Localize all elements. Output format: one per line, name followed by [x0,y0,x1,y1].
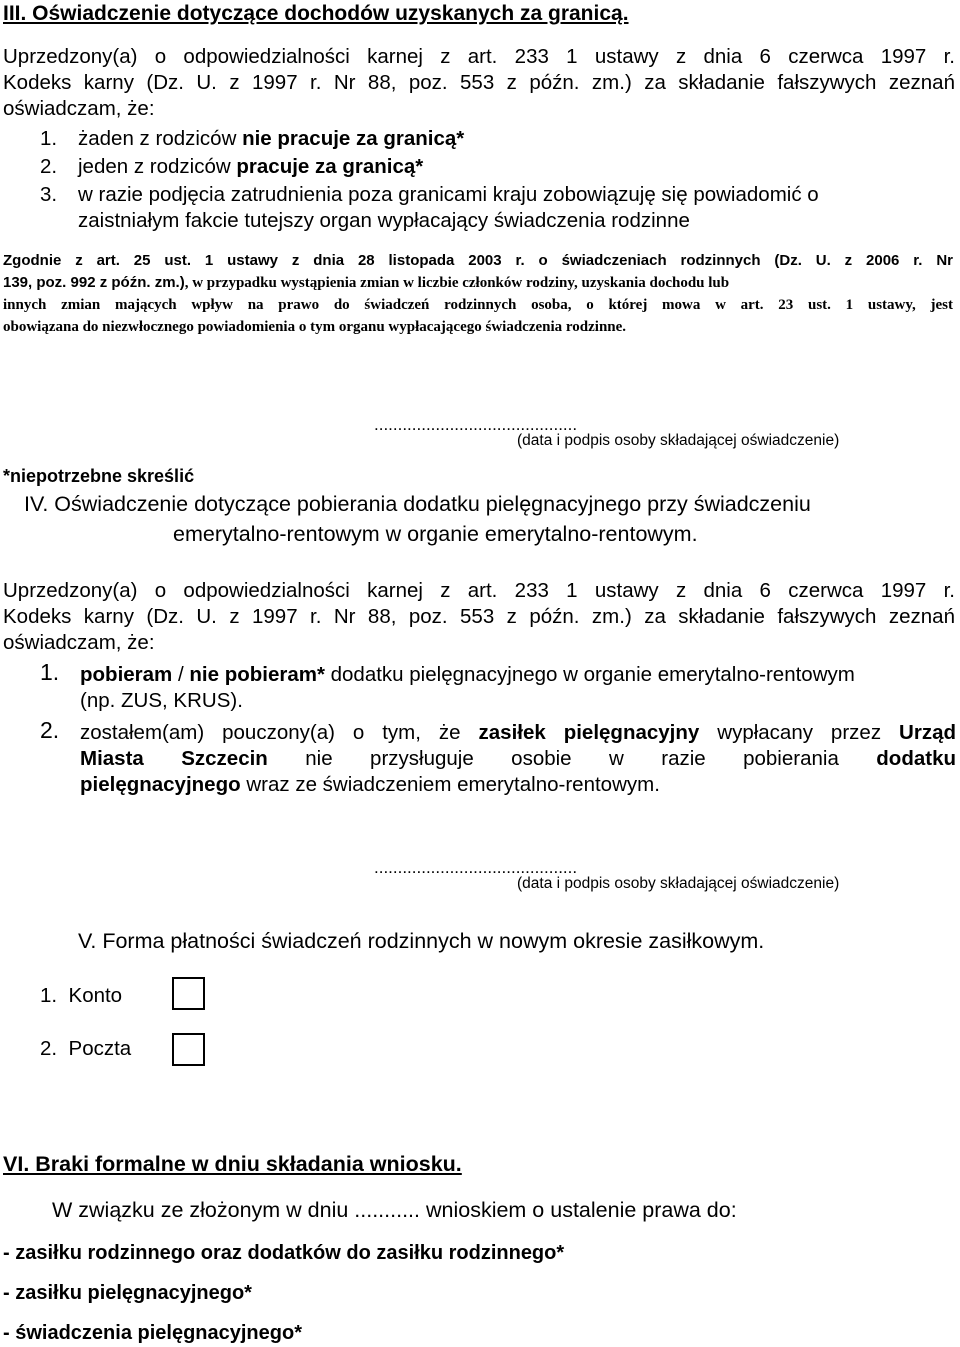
s3-intro-line-3: oświadczam, że: [3,97,155,120]
s4-item-1-rest: dodatku pielęgnacyjnego w organie emerytalno-rentowym [324,663,855,686]
s3-signature-line: ........................................... [374,415,578,434]
s4-item-1-separator: / [172,663,190,686]
s3-item-1-bold: nie pracuje za granicą* [242,127,465,150]
s4-item-2-l1-b: zasiłek pielęgnacyjny [478,721,700,744]
s4-intro-line-3: oświadczam, że: [3,631,155,654]
s4-signature-caption: (data i podpis osoby składającej oświadczenie) [517,875,840,892]
section-6-heading: VI. Braki formalne w dniu składania wniosku. [3,1152,462,1176]
s3-item-1 [78,126,464,152]
s3-item-2 [78,154,423,180]
s4-intro-line-2: Kodeks karny (Dz. U. z 1997 r. Nr 88, poz. 553 z późn. zm.) za składanie fałszywych zeznań [3,605,955,628]
s3-item-3-number: 3. [40,183,58,206]
s3-intro-line-1: Uprzedzony(a) o odpowiedzialności karnej z art. 233 1 ustawy z dnia 6 czerwca 1997 r. [3,45,955,68]
s4-item-2-l2-b: nie przysługuje osobie w razie pobierania [267,747,877,770]
s4-item-1-line-1 [80,662,855,688]
s6-item-3: - świadczenia pielęgnacyjnego* [3,1322,302,1344]
s4-item-2-line-1 [80,720,956,746]
section-3-heading: III. Oświadczenie dotyczące dochodów uzyskanych za granicą. [3,2,629,25]
s4-item-2-number: 2. [40,717,60,743]
s4-intro-line-1: Uprzedzony(a) o odpowiedzialności karnej z art. 233 1 ustawy z dnia 6 czerwca 1997 r. [3,579,955,602]
s4-item-2-l1-a: zostałem(am) pouczony(a) o tym, że [80,721,479,744]
payment-option-2 [40,1036,131,1062]
s3-signature-caption: (data i podpis osoby składającej oświadczenie) [517,432,840,449]
s4-item-2-l3-a: pielęgnacyjnego [80,773,241,796]
konto-checkbox[interactable] [172,977,205,1010]
payment-option-1 [40,983,122,1009]
s4-item-2-l1-d: Urząd [899,721,956,744]
s3-item-1-number: 1. [40,127,58,150]
s4-item-1-pobieram: pobieram [80,663,173,686]
s6-line-1: W związku ze złożonym w dniu ........... wnioskiem o ustalenie prawa do: [52,1198,737,1222]
s6-item-1: - zasiłku rodzinnego oraz dodatków do zasiłku rodzinnego* [3,1242,565,1264]
s4-item-2-l3-b: wraz ze świadczeniem emerytalno-rentowym. [240,773,660,796]
payment-option-1-number: 1. [40,984,58,1007]
section-4-heading-line-1: IV. Oświadczenie dotyczące pobierania dodatku pielęgnacyjnego przy świadczeniu [24,492,811,516]
legal-note-line-2-serif: , w przypadku wystąpienia zmian w liczbie członków rodziny, uzyskania dochodu lub [184,275,730,291]
legal-note-line-4: obowiązana do niezwłocznego powiadomienia o tym organu wypłacającego świadczenia rodzinne. [3,319,627,335]
s4-item-2-l2-a: Miasta Szczecin [80,747,268,770]
s6-item-2: - zasiłku pielęgnacyjnego* [3,1282,252,1304]
s4-item-2-l1-c: wypłacany przez [699,721,900,744]
payment-option-1-label: Konto [68,984,123,1007]
s3-item-3-line-1: w razie podjęcia zatrudnienia poza granicami kraju zobowiązuję się powiadomić o [78,183,819,206]
s3-item-2-bold: pracuje za granicą* [236,155,424,178]
payment-option-2-number: 2. [40,1037,58,1060]
s4-item-1-number: 1. [40,659,60,685]
section-5-heading: V. Forma płatności świadczeń rodzinnych w nowym okresie zasiłkowym. [78,929,765,953]
section-4-heading-line-2: emerytalno-rentowym w organie emerytalno-rentowym. [173,522,698,546]
legal-note-line-2-sans: 139, poz. 992 z późn. zm.) [3,274,185,291]
s4-item-1-line-2: (np. ZUS, KRUS). [80,689,243,712]
poczta-checkbox[interactable] [172,1033,205,1066]
legal-note-line-1: Zgodnie z art. 25 ust. 1 ustawy z dnia 28 listopada 2003 r. o świadczeniach rodzinnych (Dz. U. z 2006 r. Nr [3,252,953,269]
s4-item-2-line-2 [80,746,956,772]
s3-item-2-number: 2. [40,155,58,178]
legal-note-line-2 [3,272,953,294]
s3-intro-line-2: Kodeks karny (Dz. U. z 1997 r. Nr 88, poz. 553 z późn. zm.) za składanie fałszywych zeznań [3,71,955,94]
s4-signature-line: ........................................... [374,858,578,877]
s4-item-1-nie-pobieram: nie pobieram* [189,663,325,686]
s3-item-2-text: jeden z rodziców [78,155,237,178]
s4-item-2-l2-c: dodatku [876,747,956,770]
s3-item-3-line-2: zaistniałym fakcie tutejszy organ wypłacający świadczenia rodzinne [78,209,690,232]
s4-item-2-line-3 [80,772,660,798]
strike-note: *niepotrzebne skreślić [3,466,195,486]
payment-option-2-label: Poczta [68,1037,132,1060]
legal-note-line-3: innych zmian mających wpływ na prawo do świadczeń rodzinnych osoba, o której mowa w art. 23 ust. 1 ustawy, jest [3,297,953,313]
s3-item-1-text: żaden z rodziców [78,127,243,150]
